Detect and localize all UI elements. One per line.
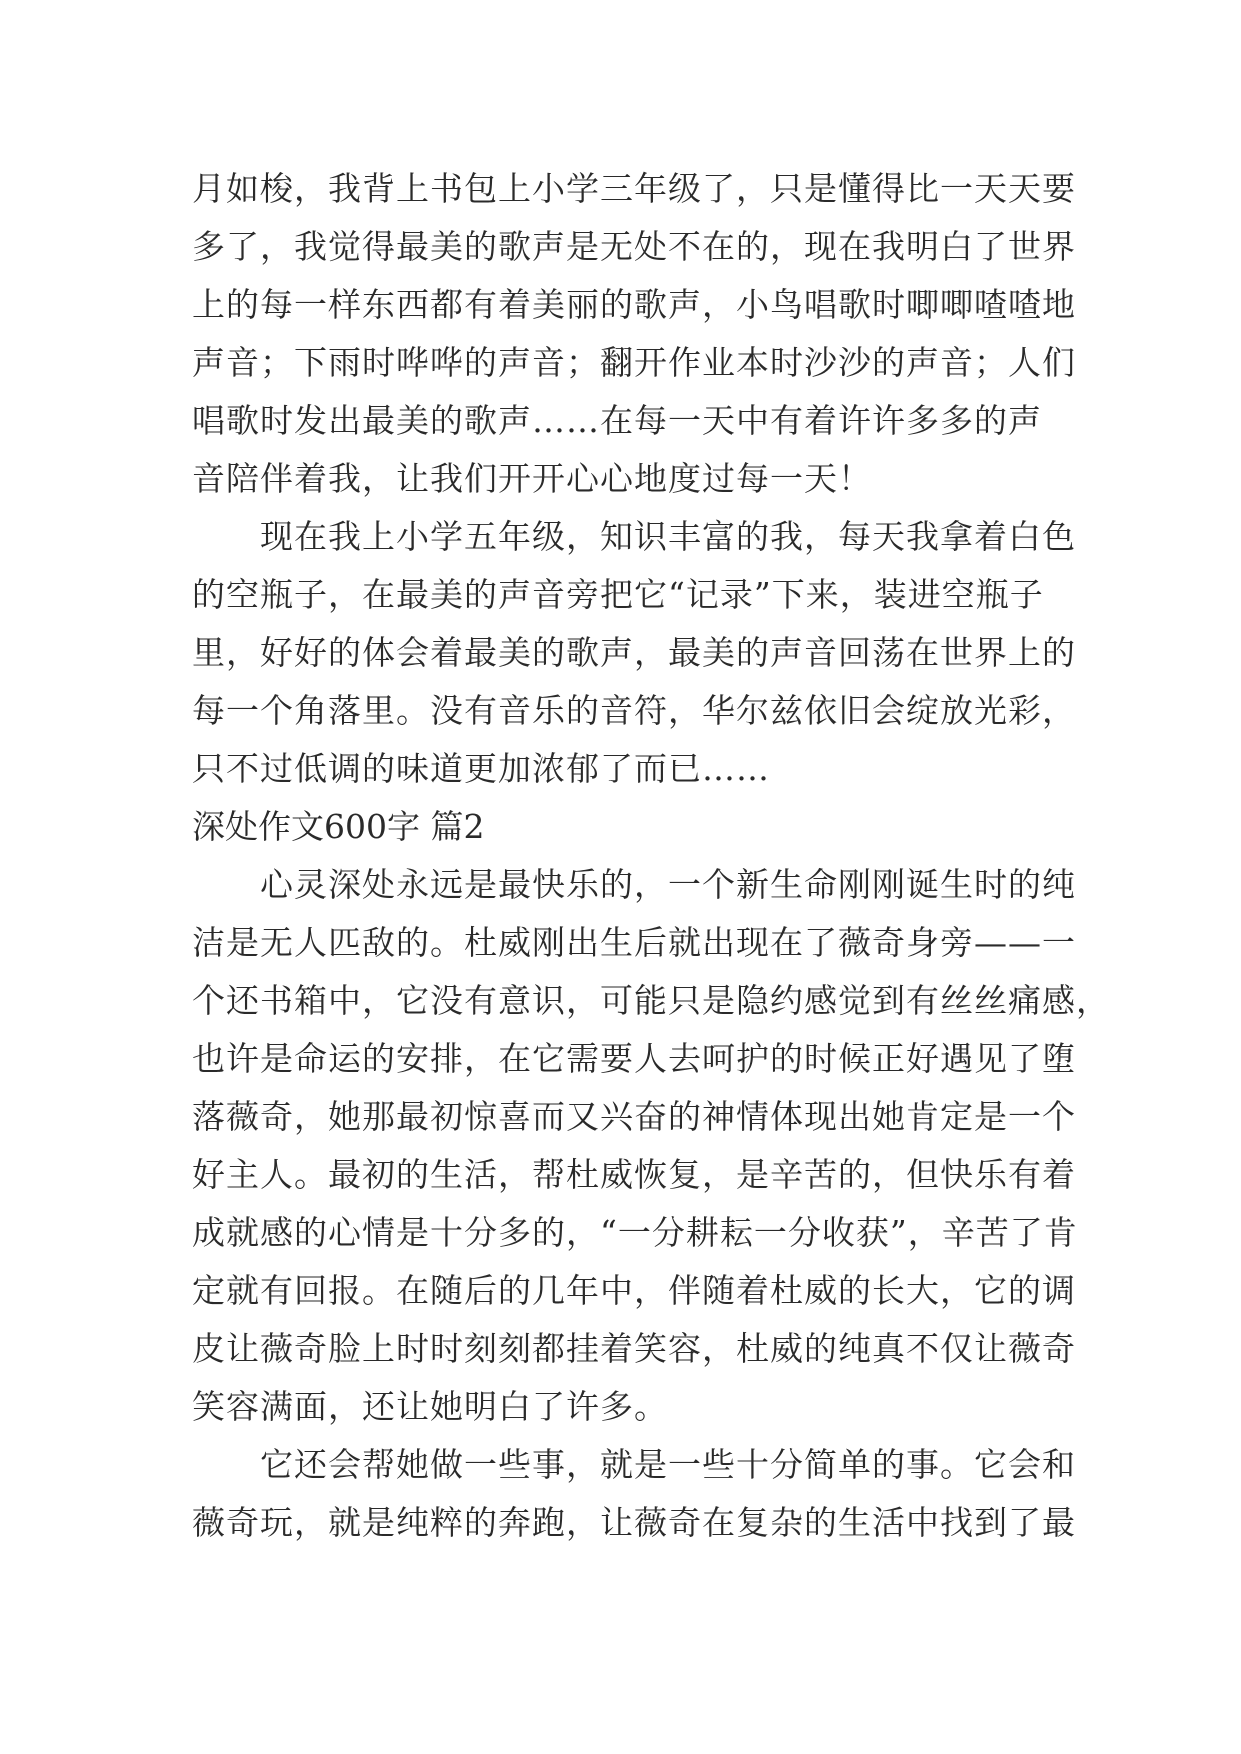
paragraph-line: 多了，我觉得最美的歌声是无处不在的，现在我明白了世界: [192, 227, 1076, 266]
paragraph-line: 上的每一样东西都有着美丽的歌声，小鸟唱歌时唧唧喳喳地: [192, 285, 1076, 324]
paragraph-line: 个还书箱中，它没有意识，可能只是隐约感觉到有丝丝痛感，: [192, 981, 1110, 1020]
paragraph-line: 好主人。最初的生活，帮杜威恢复，是辛苦的，但快乐有着: [192, 1155, 1076, 1194]
paragraph-line: 成就感的心情是十分多的，“一分耕耘一分收获”，辛苦了肯: [192, 1213, 1078, 1252]
paragraph-line: 每一个角落里。没有音乐的音符，华尔兹依旧会绽放光彩，: [192, 691, 1076, 730]
paragraph-line: 月如梭，我背上书包上小学三年级了，只是懂得比一天天要: [192, 169, 1076, 208]
paragraph-line: 的空瓶子，在最美的声音旁把它“记录”下来，装进空瓶子: [192, 575, 1044, 614]
section-heading: 深处作文600字 篇2: [192, 807, 485, 846]
paragraph-line: 里，好好的体会着最美的歌声，最美的声音回荡在世界上的: [192, 633, 1076, 672]
paragraph-line: 洁是无人匹敌的。杜威刚出生后就出现在了薇奇身旁——一: [192, 923, 1076, 962]
paragraph-line: 笑容满面，还让她明白了许多。: [192, 1387, 668, 1426]
paragraph-line: 它还会帮她做一些事，就是一些十分简单的事。它会和: [192, 1445, 1076, 1484]
paragraph-line: 唱歌时发出最美的歌声……在每一天中有着许许多多的声: [192, 401, 1042, 440]
paragraph-line: 音陪伴着我，让我们开开心心地度过每一天！: [192, 459, 872, 498]
paragraph-line: 只不过低调的味道更加浓郁了而已……: [192, 749, 770, 788]
paragraph-line: 薇奇玩，就是纯粹的奔跑，让薇奇在复杂的生活中找到了最: [192, 1503, 1076, 1542]
paragraph-line: 心灵深处永远是最快乐的，一个新生命刚刚诞生时的纯: [192, 865, 1076, 904]
paragraph-line: 声音；下雨时哗哗的声音；翻开作业本时沙沙的声音；人们: [192, 343, 1076, 382]
paragraph-line: 也许是命运的安排，在它需要人去呵护的时候正好遇见了堕: [192, 1039, 1076, 1078]
paragraph-line: 落薇奇，她那最初惊喜而又兴奋的神情体现出她肯定是一个: [192, 1097, 1076, 1136]
paragraph-line: 皮让薇奇脸上时时刻刻都挂着笑容，杜威的纯真不仅让薇奇: [192, 1329, 1076, 1368]
paragraph-line: 定就有回报。在随后的几年中，伴随着杜威的长大，它的调: [192, 1271, 1076, 1310]
paragraph-line: 现在我上小学五年级，知识丰富的我，每天我拿着白色: [192, 517, 1076, 556]
